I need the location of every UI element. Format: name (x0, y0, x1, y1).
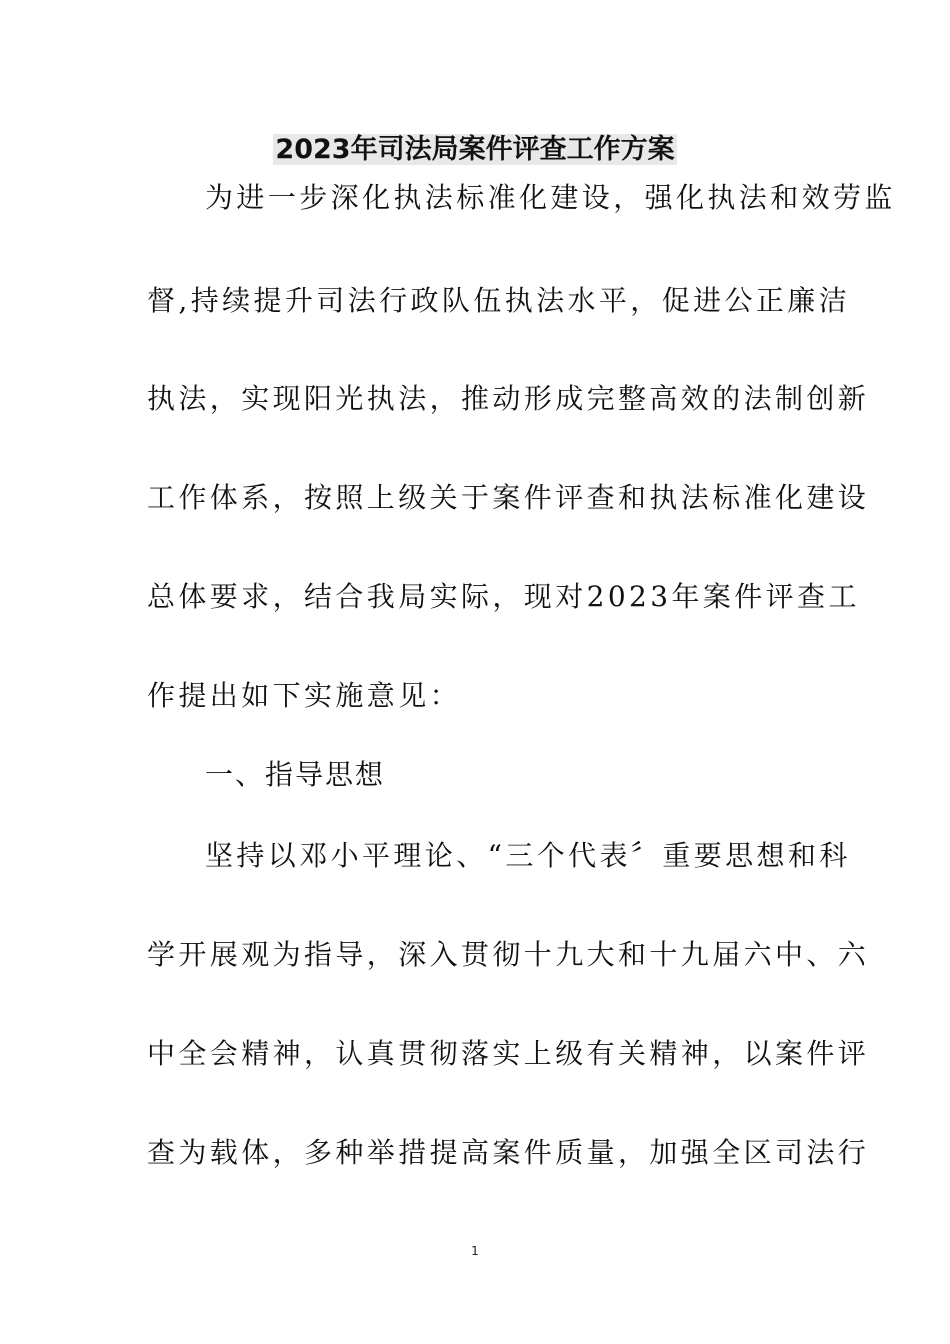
document-title (0, 128, 950, 172)
section-heading: 一、指导思想 (205, 758, 386, 791)
page-number: 1 (471, 1244, 479, 1258)
paragraph-line: 中全会精神，认真贯彻落实上级有关精神，以案件评 (147, 1037, 870, 1070)
paragraph-line: 执法，实现阳光执法，推动形成完整高效的法制创新 (147, 382, 870, 415)
paragraph-line: 总体要求，结合我局实际，现对2023年案件评查工 (147, 580, 860, 613)
document-title-text: 2023年司法局案件评查工作方案 (275, 134, 675, 165)
paragraph-line: 工作体系，按照上级关于案件评查和执法标准化建设 (147, 481, 870, 514)
paragraph-line: 督,持续提升司法行政队伍执法水平，促进公正廉洁 (147, 284, 851, 317)
paragraph-line: 为进一步深化执法标准化建设，强化执法和效劳监 (205, 181, 896, 214)
paragraph-line: 作提出如下实施意见： (147, 679, 462, 712)
paragraph-line: 学开展观为指导，深入贯彻十九大和十九届六中、六 (147, 938, 870, 971)
paragraph-line: 坚持以邓小平理论、“三个代表〞重要思想和科 (205, 839, 851, 872)
paragraph-line: 查为载体，多种举措提高案件质量，加强全区司法行 (147, 1136, 870, 1169)
